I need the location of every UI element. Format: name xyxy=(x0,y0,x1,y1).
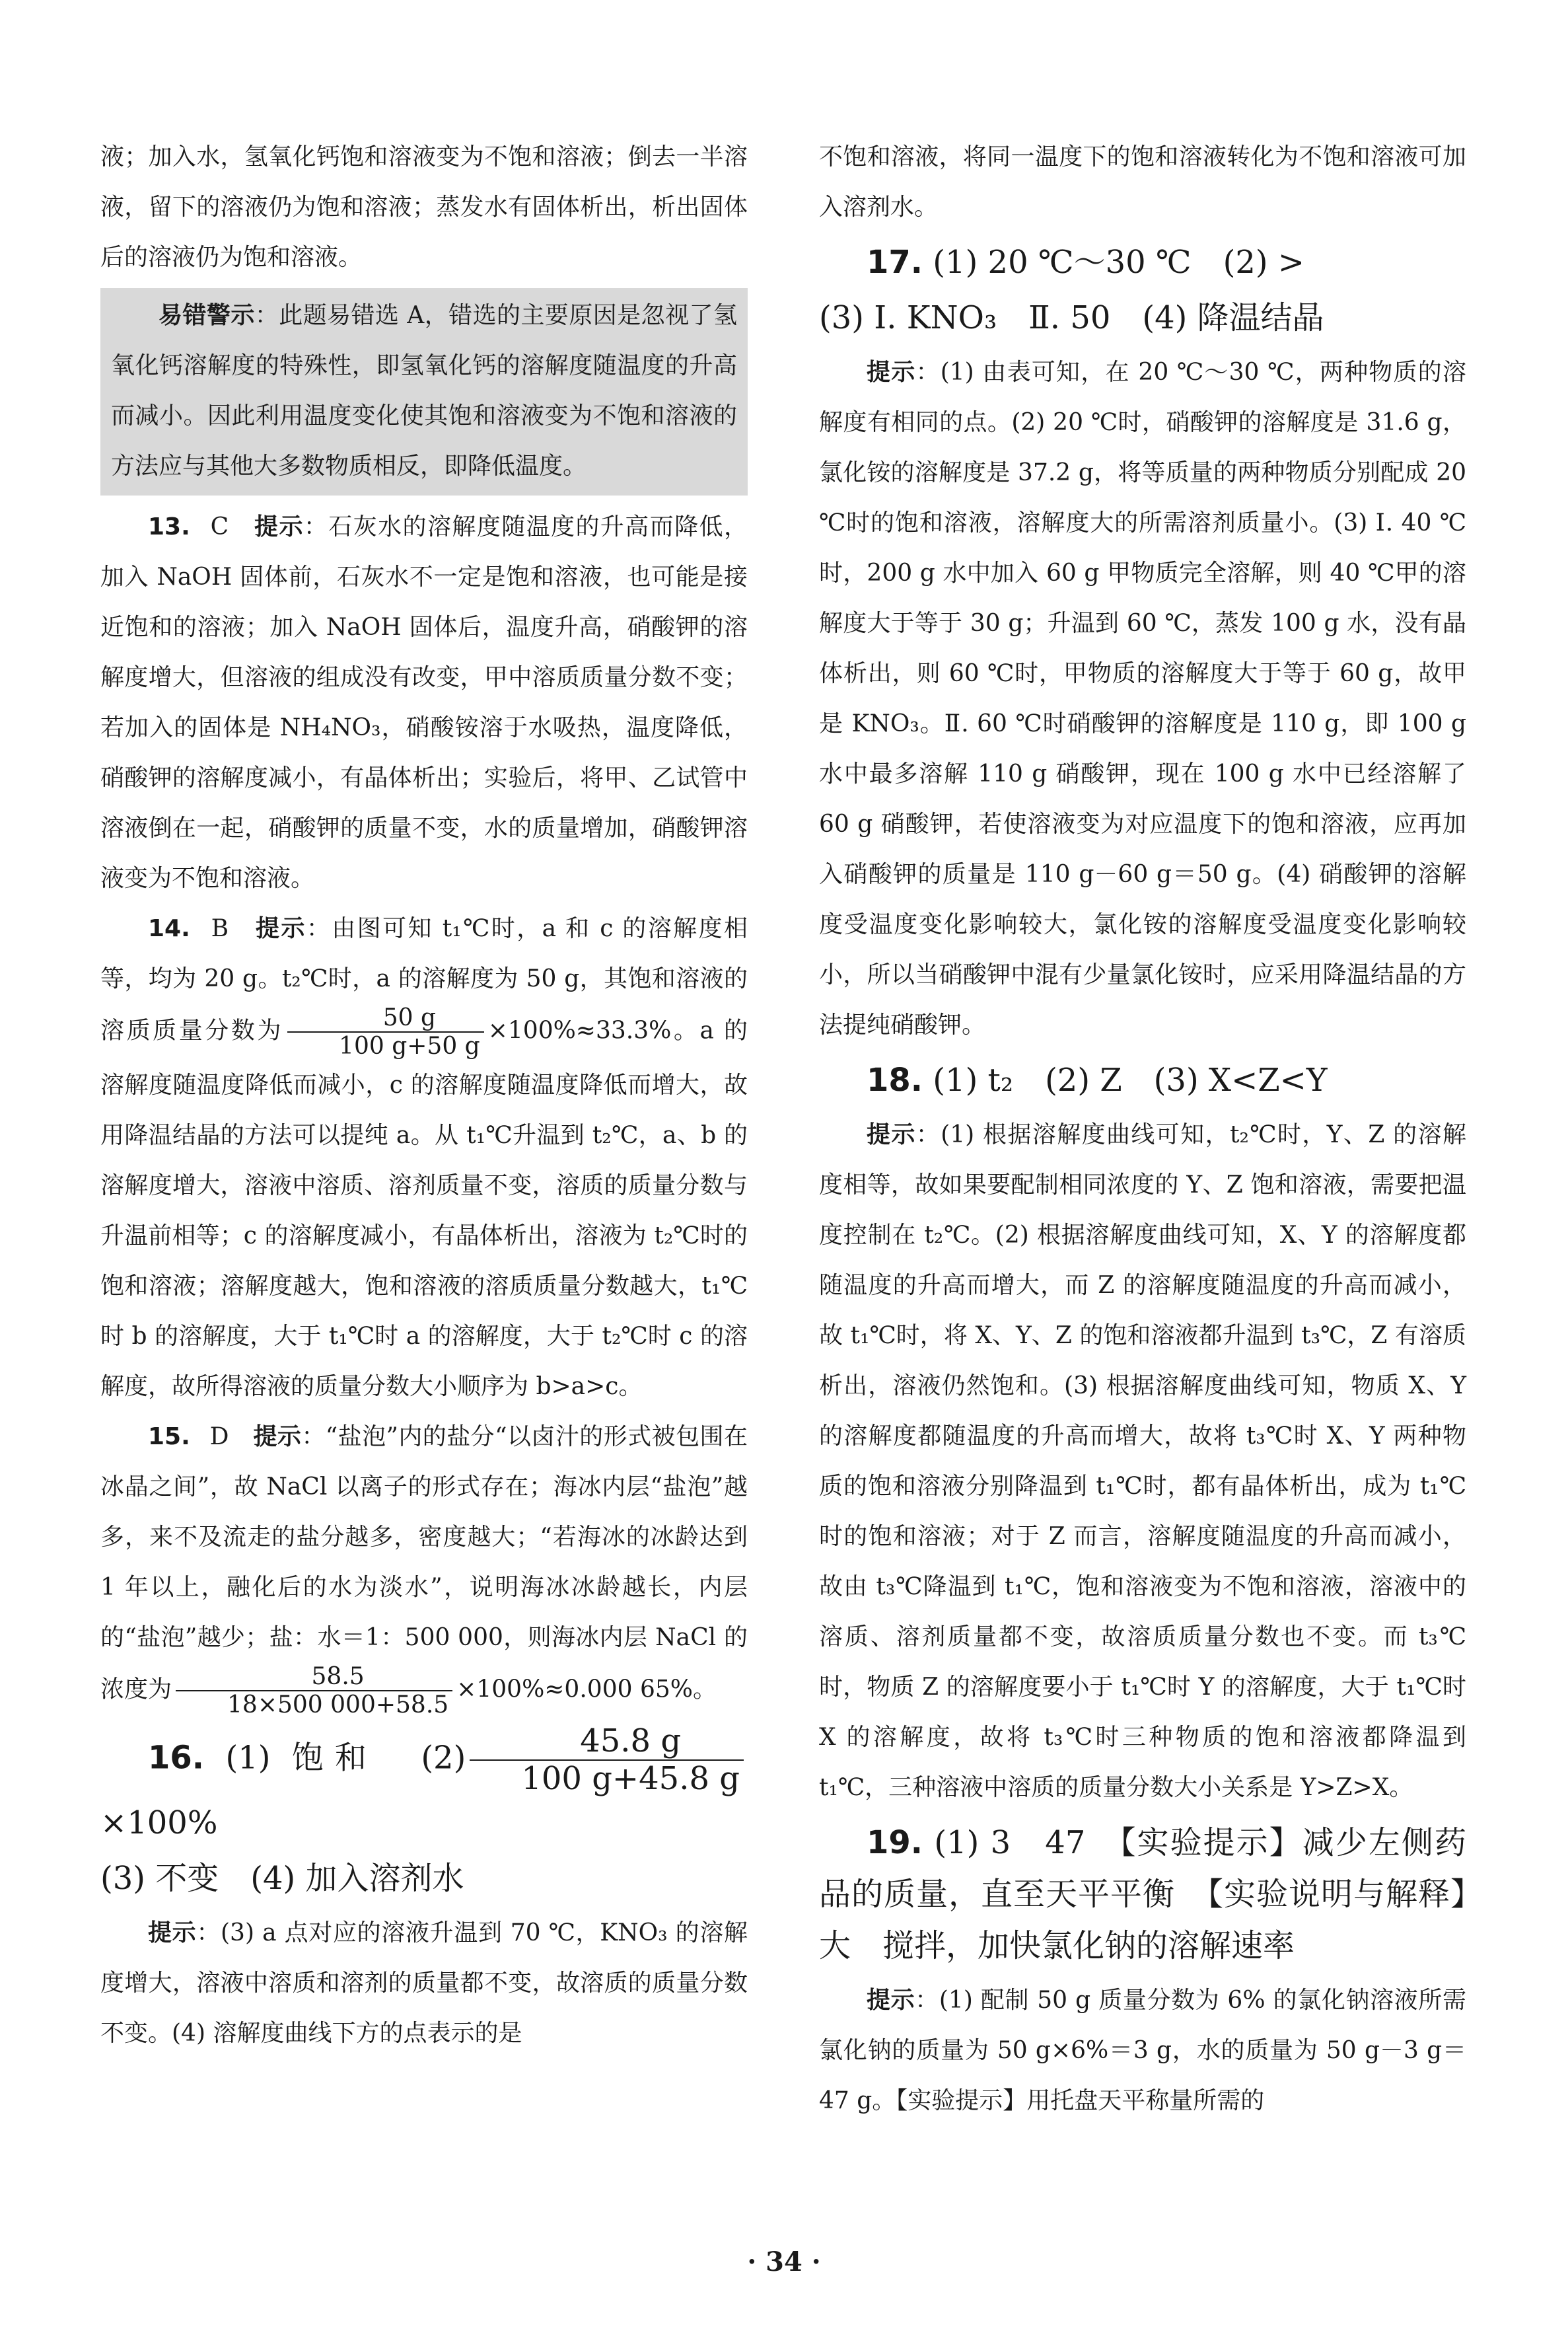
question-number: 19. xyxy=(867,1824,923,1861)
fraction xyxy=(176,1663,452,1719)
hint-label: 提示 xyxy=(255,915,306,942)
right-column xyxy=(819,132,1466,2126)
question-number: 17. xyxy=(867,244,923,281)
question-19-answer xyxy=(819,1817,1466,1972)
hint-text: ：“盐泡”内的盐分“以卤汁的形式被包围在冰晶之间”，故 NaCl 以离子的形式存在；海冰内层“盐泡”越多，来不及流走的盐分越多，密度越大；“若海冰的冰龄达到 1 年以上，融化后的水为淡水”，说明海冰冰龄越长，内层的“盐泡”越少；盐：水＝1：500 000，则海冰内层 NaCl 的浓度为 xyxy=(100,1422,748,1703)
fraction-denominator: 18×500 000+58.5 xyxy=(227,1691,449,1719)
question-16-answer xyxy=(100,1723,748,1849)
question-18-answer xyxy=(819,1054,1466,1106)
warning-text: ：此题易错选 A，错选的主要原因是忽视了氢氧化钙溶解度的特殊性，即氢氧化钙的溶解度随温度的升高而减小。因此利用温度变化使其饱和溶液变为不饱和溶液的方法应与其他大多数物质相反，即降低温度。 xyxy=(111,302,737,480)
fraction-denominator: 100 g+50 g xyxy=(339,1033,480,1060)
warning-paragraph xyxy=(111,291,737,492)
question-number: 13. xyxy=(148,513,190,540)
hint-text: ：由图可知 t₁℃时，a 和 c 的溶解度相等，均为 20 g。t₂℃时，a 的溶解度为 50 g，其饱和溶液的溶质质量分数为 xyxy=(100,915,748,1045)
question-answer: D xyxy=(209,1422,229,1450)
answer-line: (1) 20 ℃～30 ℃ (2) > xyxy=(933,244,1305,281)
hint-text: ：石灰水的溶解度随温度的升高而降低，加入 NaOH 固体前，石灰水不一定是饱和溶液，也可能是接近饱和的溶液；加入 NaOH 固体后，温度升高，硝酸钾的溶解度增大，但溶液的组成没有改变，甲中溶质质量分数不变；若加入的固体是 NH₄NO₃，硝酸铵溶于水吸热，温度降低，硝酸钾的溶解度减小，有晶体析出；实验后，将甲、乙试管中溶液倒在一起，硝酸钾的质量不变，水的质量增加，硝酸钾溶液变为不饱和溶液。 xyxy=(100,513,748,892)
answer-line: (1) t₂ (2) Z (3) X<Z<Y xyxy=(933,1062,1328,1099)
hint-label: 提示 xyxy=(867,1121,916,1148)
fraction xyxy=(287,1004,484,1060)
hint-label: 提示 xyxy=(148,1919,197,1946)
error-warning-box xyxy=(100,288,748,496)
hint-text-tail: ×100%≈0.000 65%。 xyxy=(456,1676,717,1703)
hint-text: ：(1) 配制 50 g 质量分数为 6% 的氯化钠溶液所需氯化钠的质量为 50 g×6%＝3 g，水的质量为 50 g－3 g＝47 g。【实验提示】用托盘天平称量所需的 xyxy=(819,1987,1466,2114)
question-13 xyxy=(100,502,748,904)
hint-label: 提示 xyxy=(867,359,916,386)
question-17-answer xyxy=(819,237,1466,288)
hint-text: ：(3) a 点对应的溶液升温到 70 ℃，KNO₃ 的溶解度增大，溶液中溶质和溶剂的质量都不变，故溶质的质量分数不变。(4) 溶解度曲线下方的点表示的是 xyxy=(100,1919,748,2047)
question-14 xyxy=(100,904,748,1412)
question-number: 18. xyxy=(867,1062,923,1099)
left-column xyxy=(100,132,748,2059)
fraction-denominator: 100 g+45.8 g xyxy=(521,1759,740,1797)
hint-label: 提示 xyxy=(253,1422,302,1450)
hint-text: ：(1) 由表可知，在 20 ℃～30 ℃，两种物质的溶解度有相同的点。(2) 20 ℃时，硝酸钾的溶解度是 31.6 g，氯化铵的溶解度是 37.2 g，将等质量的两种物质分别配成 20 ℃时的饱和溶液，溶解度大的所需溶剂质量小。(3) Ⅰ. 40 ℃时，200 g 水中加入 60 g 甲物质完全溶解，则 40 ℃甲的溶解度大于等于 30 g；升温到 60 ℃，蒸发 100 g 水，没有晶体析出，则 60 ℃时，甲物质的溶解度大于等于 60 g，故甲是 KNO₃。Ⅱ. 60 ℃时硝酸钾的溶解度是 110 g，即 100 g 水中最多溶解 110 g 硝酸钾，现在 100 g 水中已经溶解了 60 g 硝酸钾，若使溶液变为对应温度下的饱和溶液，应再加入硝酸钾的质量是 110 g－60 g＝50 g。(4) 硝酸钾的溶解度受温度变化影响较大，氯化铵的溶解度受温度变化影响较小，所以当硝酸钾中混有少量氯化铵时，应采用降温结晶的方法提纯硝酸钾。 xyxy=(819,359,1466,1039)
hint-label: 提示 xyxy=(254,513,304,540)
hint-label: 提示 xyxy=(867,1987,915,2014)
fraction-numerator: 45.8 g xyxy=(470,1723,744,1761)
question-number: 14. xyxy=(148,915,190,942)
question-number: 16. xyxy=(148,1739,205,1777)
question-answer: B xyxy=(211,915,229,942)
warning-label: 易错警示 xyxy=(159,302,255,329)
question-answer: C xyxy=(210,513,229,540)
fraction-numerator: 50 g xyxy=(287,1004,484,1033)
question-15 xyxy=(100,1412,748,1719)
answer-part: (1) 饱和 (2) xyxy=(225,1739,466,1777)
continuation-paragraph: 不饱和溶液，将同一温度下的饱和溶液转化为不饱和溶液可加入溶剂水。 xyxy=(819,143,1466,221)
question-19-hint xyxy=(819,1975,1466,2126)
question-number: 15. xyxy=(148,1422,190,1450)
fraction xyxy=(470,1723,744,1797)
fraction-numerator: 58.5 xyxy=(176,1663,452,1691)
question-16-hint xyxy=(100,1908,748,2059)
answer-line: (1) 3 47 【实验提示】减少左侧药品的质量，直至天平平衡 【实验说明与解释】大 搅拌，加快氯化钠的溶解速率 xyxy=(819,1824,1466,1964)
hint-text-cont: a 的溶解度随温度降低而减小，c 的溶解度随温度降低而增大，故用降温结晶的方法可以提纯 a。从 t₁℃升温到 t₂℃，a、b 的溶解度增大，溶液中溶质、溶剂质量不变，溶质的质量分数与升温前相等；c 的溶解度减小，有晶体析出，溶液为 t₂℃时的饱和溶液；溶解度越大，饱和溶液的溶质质量分数越大，t₁℃ 时 b 的溶解度，大于 t₁℃时 a 的溶解度，大于 t₂℃时 c 的溶解度，故所得溶液的质量分数大小顺序为 b>a>c。 xyxy=(100,1017,748,1400)
question-16-answer-cont: (3) 不变 (4) 加入溶剂水 xyxy=(100,1859,464,1897)
question-18-hint xyxy=(819,1110,1466,1813)
page-number: · 34 · xyxy=(747,2246,821,2277)
answer-part-tail: ×100% xyxy=(100,1804,218,1841)
hint-text-tail: ×100%≈33.3%。 xyxy=(487,1017,700,1045)
hint-text: ：(1) 根据溶解度曲线可知，t₂℃时，Y、Z 的溶解度相等，故如果要配制相同浓度的 Y、Z 饱和溶液，需要把温度控制在 t₂℃。(2) 根据溶解度曲线可知，X、Y 的溶解度都随温度的升高而增大，而 Z 的溶解度随温度的升高而减小，故 t₁℃时，将 X、Y、Z 的饱和溶液都升温到 t₃℃，Z 有溶质析出，溶液仍然饱和。(3) 根据溶解度曲线可知，物质 X、Y 的溶解度都随温度的升高而增大，故将 t₃℃时 X、Y 两种物质的饱和溶液分别降温到 t₁℃时，都有晶体析出，成为 t₁℃时的饱和溶液；对于 Z 而言，溶解度随温度的升高而减小，故由 t₃℃降温到 t₁℃，饱和溶液变为不饱和溶液，溶液中的溶质、溶剂质量都不变，故溶质质量分数也不变。而 t₃℃时，物质 Z 的溶解度要小于 t₁℃时 Y 的溶解度，大于 t₁℃时 X 的溶解度，故将 t₃℃时三种物质的饱和溶液都降温到 t₁℃，三种溶液中溶质的质量分数大小关系是 Y>Z>X。 xyxy=(819,1121,1466,1801)
question-17-hint xyxy=(819,348,1466,1051)
question-17-answer-cont: (3) Ⅰ. KNO₃ Ⅱ. 50 (4) 降温结晶 xyxy=(819,299,1324,336)
continuation-paragraph: 液；加入水，氢氧化钙饱和溶液变为不饱和溶液；倒去一半溶液，留下的溶液仍为饱和溶液；蒸发水有固体析出，析出固体后的溶液仍为饱和溶液。 xyxy=(100,143,748,271)
